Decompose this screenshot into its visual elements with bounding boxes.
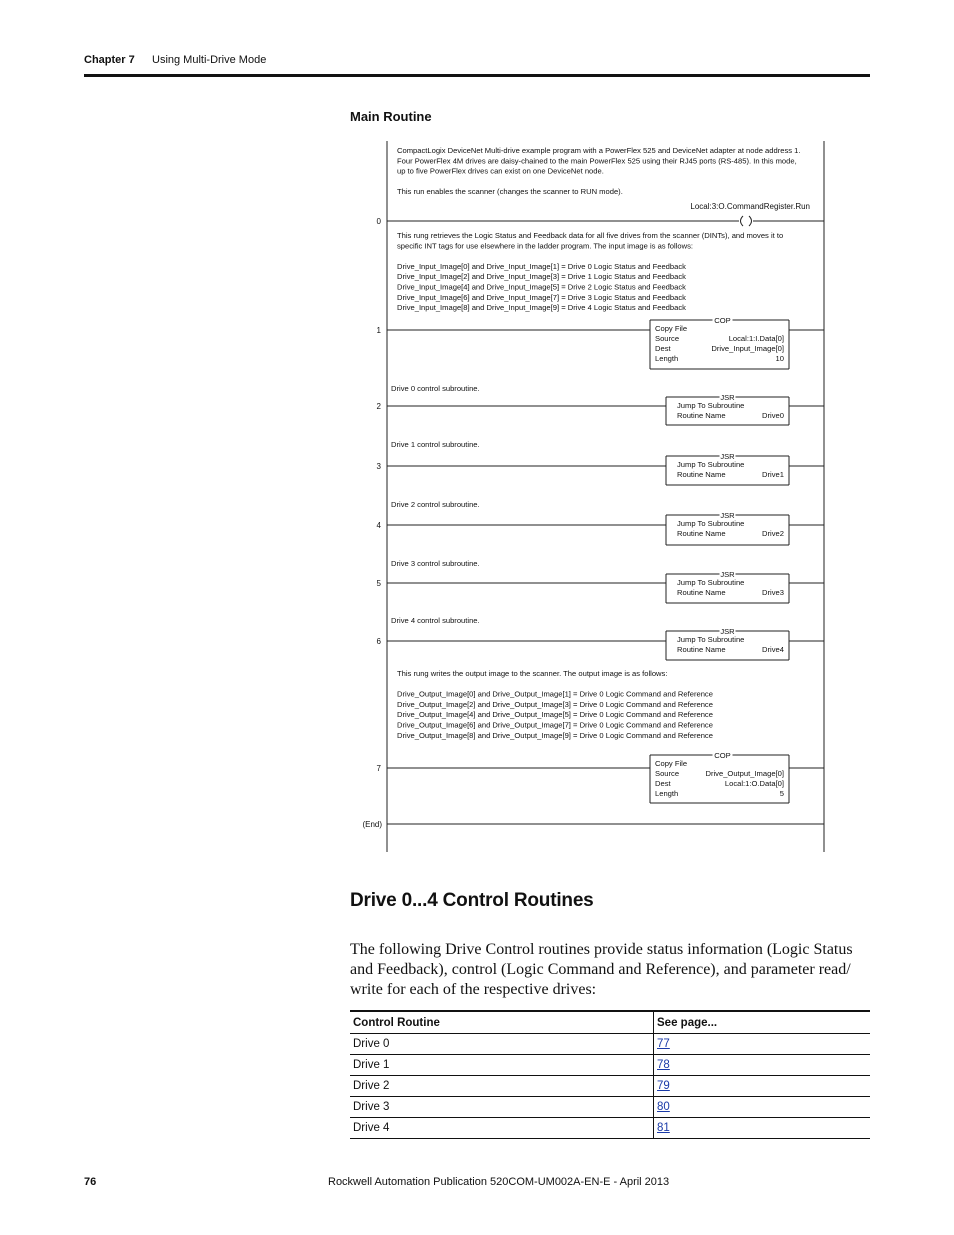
table-row [350, 1118, 870, 1139]
rung-number: 5 [376, 579, 381, 588]
table-header-row [350, 1011, 870, 1034]
block-param-label: Routine Name [677, 529, 726, 538]
end-rung-label: (End) [362, 820, 382, 829]
page-link[interactable]: 81 [657, 1122, 670, 1134]
rung-comment: specific INT tags for use elsewhere in the ladder program. The input image is as follows: [397, 241, 694, 251]
page-link[interactable]: 80 [657, 1101, 670, 1113]
rung-comment: CompactLogix DeviceNet Multi-drive example program with a PowerFlex 525 and DeviceNet adapter at node address 1. [397, 146, 801, 155]
block-param-value: Drive_Output_Image[0] [705, 769, 784, 778]
block-title: Jump To Subroutine [677, 401, 745, 410]
block-type-label: JSR [720, 570, 735, 579]
block-type-label: JSR [720, 452, 735, 461]
block-title: Jump To Subroutine [677, 460, 745, 469]
rung-comment: Drive_Input_Image[0] and Drive_Input_Image[1] = Drive 0 Logic Status and Feedback [397, 261, 686, 271]
routine-cell: Drive 2 [350, 1076, 654, 1097]
rung-comment: This rung retrieves the Logic Status and Feedback data for all five drives from the scanner (DINTs), and moves it to [397, 231, 784, 240]
rung-number: 6 [376, 637, 381, 646]
table-row [350, 1055, 870, 1076]
block-param-value: Local:1:I.Data[0] [728, 334, 784, 343]
rung-number: 4 [376, 521, 381, 530]
rung-number: 1 [376, 326, 381, 335]
block-param-label: Dest [655, 344, 671, 353]
rung-comment: Drive 4 control subroutine. [391, 616, 480, 625]
rung-comment: Drive 0 control subroutine. [391, 384, 480, 393]
block-param-value: Local:1:O.Data[0] [724, 779, 784, 788]
rung-comment: Drive_Output_Image[6] and Drive_Output_Image[7] = Drive 0 Logic Command and Reference [397, 720, 713, 730]
block-param-label: Length [655, 354, 679, 363]
block-param-label: Source [655, 769, 680, 778]
block-param-label: Routine Name [677, 645, 726, 654]
rung-number: 0 [376, 217, 381, 226]
block-type-label: JSR [720, 393, 735, 402]
page-link[interactable]: 77 [657, 1038, 670, 1050]
block-type-label: COP [714, 316, 731, 325]
coil-tag-label: Local:3:O.CommandRegister.Run [690, 202, 810, 211]
main-routine-heading: Main Routine [350, 109, 432, 124]
block-param-label: Source [655, 334, 680, 343]
chapter-label: Chapter 7 [84, 54, 135, 66]
block-type-label: JSR [720, 511, 735, 520]
rung-comment: This run enables the scanner (changes the scanner to RUN mode). [397, 187, 623, 197]
rung-comment: Four PowerFlex 4M drives are daisy-chained to the main PowerFlex 525 using their RJ45 ports (RS-485). In this mode, [397, 156, 797, 166]
coil-left-arc [741, 216, 744, 226]
rung-comment: Drive_Input_Image[6] and Drive_Input_Image[7] = Drive 3 Logic Status and Feedback [397, 292, 686, 302]
rung-number: 3 [376, 462, 381, 471]
rung-comment: Drive_Output_Image[8] and Drive_Output_Image[9] = Drive 0 Logic Command and Reference [397, 730, 713, 740]
block-param-label: Routine Name [677, 470, 726, 479]
rung-comment: Drive 1 control subroutine. [391, 440, 480, 449]
block-title: Jump To Subroutine [677, 519, 745, 528]
control-routines-table [350, 1010, 870, 1139]
block-title: Jump To Subroutine [677, 635, 745, 644]
block-param-value: 10 [775, 354, 784, 363]
rung-number: 7 [376, 764, 381, 773]
page-link[interactable]: 79 [657, 1080, 670, 1092]
rung-comment: Drive 2 control subroutine. [391, 500, 480, 509]
table-row [350, 1034, 870, 1055]
block-type-label: JSR [720, 627, 735, 636]
rung-comment: Drive_Output_Image[4] and Drive_Output_Image[5] = Drive 0 Logic Command and Reference [397, 710, 713, 720]
chapter-title: Using Multi-Drive Mode [152, 54, 267, 66]
coil-right-arc [749, 216, 752, 226]
rung-comment: Drive_Output_Image[2] and Drive_Output_Image[3] = Drive 0 Logic Command and Reference [397, 699, 713, 709]
block-type-label: COP [714, 751, 731, 760]
publication-info: Rockwell Automation Publication 520COM-UM002A-EN-E - April 2013 [328, 1176, 670, 1188]
rung-comment: Drive_Input_Image[4] and Drive_Input_Image[5] = Drive 2 Logic Status and Feedback [397, 282, 686, 292]
rung-comment: Drive_Input_Image[2] and Drive_Input_Image[3] = Drive 1 Logic Status and Feedback [397, 272, 686, 282]
block-param-label: Routine Name [677, 411, 726, 420]
block-title: Copy File [655, 324, 688, 333]
block-param-value: Drive0 [762, 411, 784, 420]
rung-comment: Drive_Output_Image[0] and Drive_Output_Image[1] = Drive 0 Logic Command and Reference [397, 689, 713, 699]
rung-comment: Drive_Input_Image[8] and Drive_Input_Image[9] = Drive 4 Logic Status and Feedback [397, 303, 686, 313]
block-param-label: Dest [655, 779, 671, 788]
block-param-value: Drive1 [762, 470, 784, 479]
page-link[interactable]: 78 [657, 1059, 670, 1071]
block-param-value: Drive4 [762, 645, 784, 654]
page-number: 76 [84, 1176, 97, 1188]
rung-number: 2 [376, 402, 381, 411]
table-row [350, 1097, 870, 1118]
block-param-value: Drive_Input_Image[0] [711, 344, 784, 353]
rung-comment: This rung writes the output image to the scanner. The output image is as follows: [397, 669, 668, 678]
block-param-label: Length [655, 789, 679, 798]
rung-comment: up to five PowerFlex drives can exist on one DeviceNet node. [397, 166, 604, 176]
block-title: Copy File [655, 759, 688, 768]
block-title: Jump To Subroutine [677, 578, 745, 587]
block-param-label: Routine Name [677, 588, 726, 597]
routine-cell: Drive 3 [350, 1097, 654, 1118]
rung-comment: Drive 3 control subroutine. [391, 559, 480, 568]
block-param-value: Drive2 [762, 529, 784, 538]
section-title: Drive 0...4 Control Routines [350, 890, 594, 911]
col-header-page: See page... [654, 1011, 870, 1034]
intro-paragraph: The following Drive Control routines provide status information (Logic Status and Feedback), control (Logic Command and Reference), and parameter read/ write for each of the respective drives: [350, 941, 853, 998]
routine-cell: Drive 1 [350, 1055, 654, 1076]
block-param-value: 5 [779, 789, 784, 798]
routine-cell: Drive 4 [350, 1118, 654, 1139]
col-header-routine: Control Routine [350, 1011, 654, 1034]
routine-cell: Drive 0 [350, 1034, 654, 1055]
block-param-value: Drive3 [762, 588, 784, 597]
table-row [350, 1076, 870, 1097]
